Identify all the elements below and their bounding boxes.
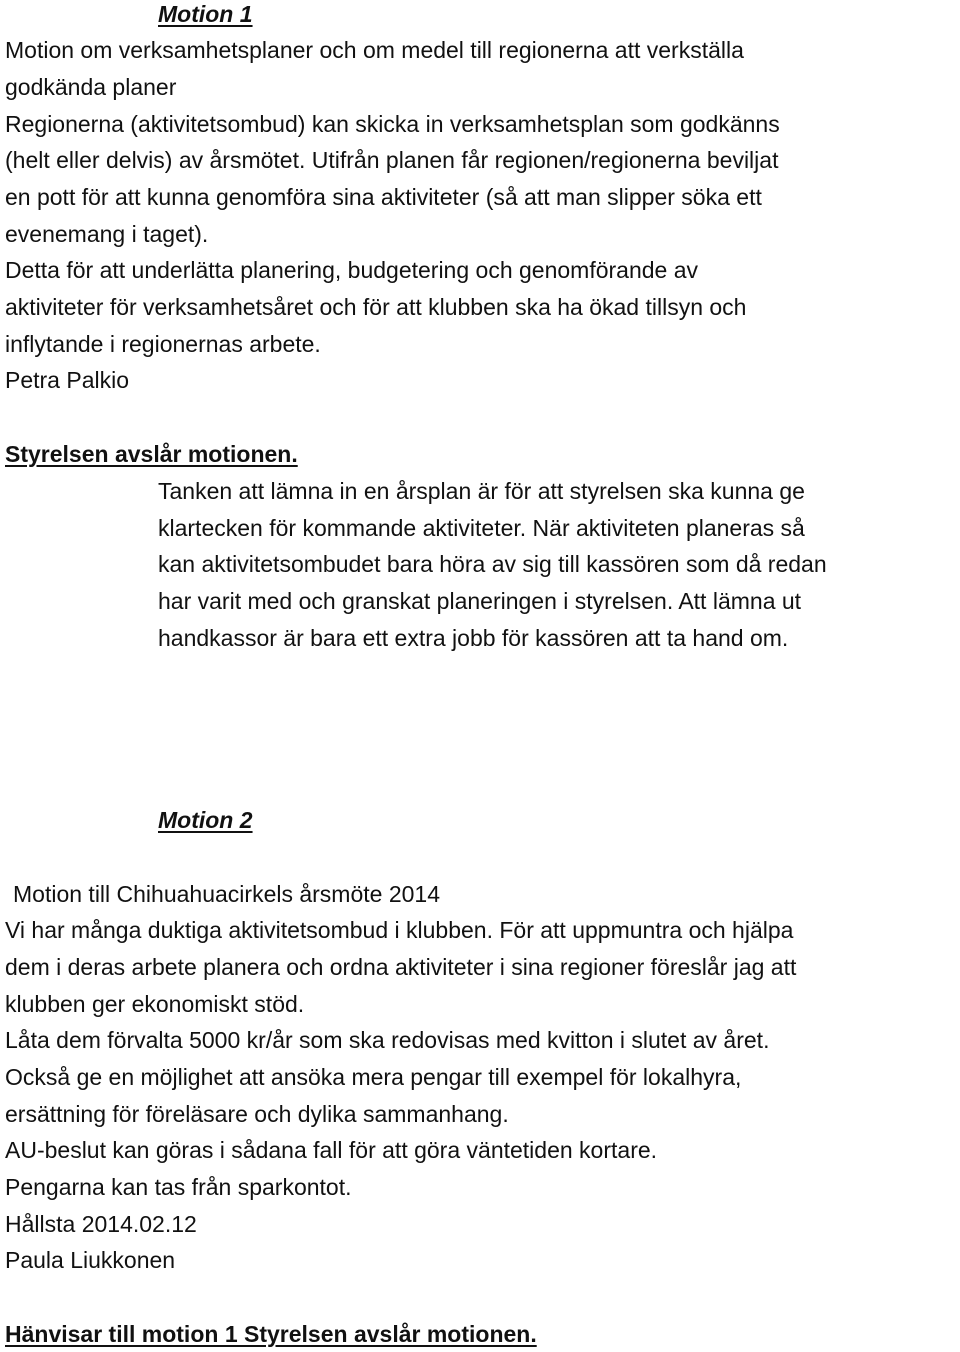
motion-2-body-line: dem i deras arbete planera och ordna aktiviteter i sina regioner föreslår jag att <box>5 954 797 980</box>
motion-2-decision: Hänvisar till motion 1 Styrelsen avslår motionen. <box>5 1321 537 1347</box>
motion-1-title: Motion 1 <box>158 1 253 27</box>
motion-1-response-line: Tanken att lämna in en årsplan är för att styrelsen ska kunna ge <box>158 478 805 504</box>
motion-2-body-line: klubben ger ekonomiskt stöd. <box>5 991 305 1017</box>
motion-2-body-line: Vi har många duktiga aktivitetsombud i klubben. För att uppmuntra och hjälpa <box>5 917 794 943</box>
motion-1-body-line: Motion om verksamhetsplaner och om medel till regionerna att verkställa <box>5 37 744 63</box>
motion-1-author: Petra Palkio <box>5 367 130 393</box>
motion-1-body-line: en pott för att kunna genomföra sina aktiviteter (så att man slipper söka ett <box>5 184 762 210</box>
motion-1-body-line: evenemang i taget). <box>5 221 209 247</box>
motion-2-body-line: Låta dem förvalta 5000 kr/år som ska redovisas med kvitton i slutet av året. <box>5 1027 770 1053</box>
motion-2-title: Motion 2 <box>158 807 253 833</box>
motion-2-place-date: Hållsta 2014.02.12 <box>5 1211 197 1237</box>
motion-1-decision: Styrelsen avslår motionen. <box>5 441 298 467</box>
motion-1-body-line: Regionerna (aktivitetsombud) kan skicka in verksamhetsplan som godkänns <box>5 111 780 137</box>
motion-1-response-line: klartecken för kommande aktiviteter. När aktiviteten planeras så <box>158 515 805 541</box>
motion-2-body-line: Pengarna kan tas från sparkontot. <box>5 1174 352 1200</box>
motion-1-body-line: aktiviteter för verksamhetsåret och för att klubben ska ha ökad tillsyn och <box>5 294 747 320</box>
motion-1-response-line: handkassor är bara ett extra jobb för kassören att ta hand om. <box>158 625 789 651</box>
motion-1-response-line: har varit med och granskat planeringen i styrelsen. Att lämna ut <box>158 588 802 614</box>
motion-1-body-line: inflytande i regionernas arbete. <box>5 331 321 357</box>
motion-2-body-line: AU-beslut kan göras i sådana fall för att göra väntetiden kortare. <box>5 1137 658 1163</box>
motion-1-body-line: (helt eller delvis) av årsmötet. Utifrån planen får regionen/regionerna beviljat <box>5 147 779 173</box>
motion-1-body-line: godkända planer <box>5 74 177 100</box>
motion-2-body-line: Också ge en möjlighet att ansöka mera pengar till exempel för lokalhyra, <box>5 1064 742 1090</box>
motion-1-body-line: Detta för att underlätta planering, budgetering och genomförande av <box>5 257 699 283</box>
motion-1-response-line: kan aktivitetsombudet bara höra av sig till kassören som då redan <box>158 551 827 577</box>
motion-2-heading: Motion till Chihuahuacirkels årsmöte 2014 <box>13 881 440 907</box>
motion-2-body-line: ersättning för föreläsare och dylika sammanhang. <box>5 1101 509 1127</box>
motion-2-author: Paula Liukkonen <box>5 1247 176 1273</box>
